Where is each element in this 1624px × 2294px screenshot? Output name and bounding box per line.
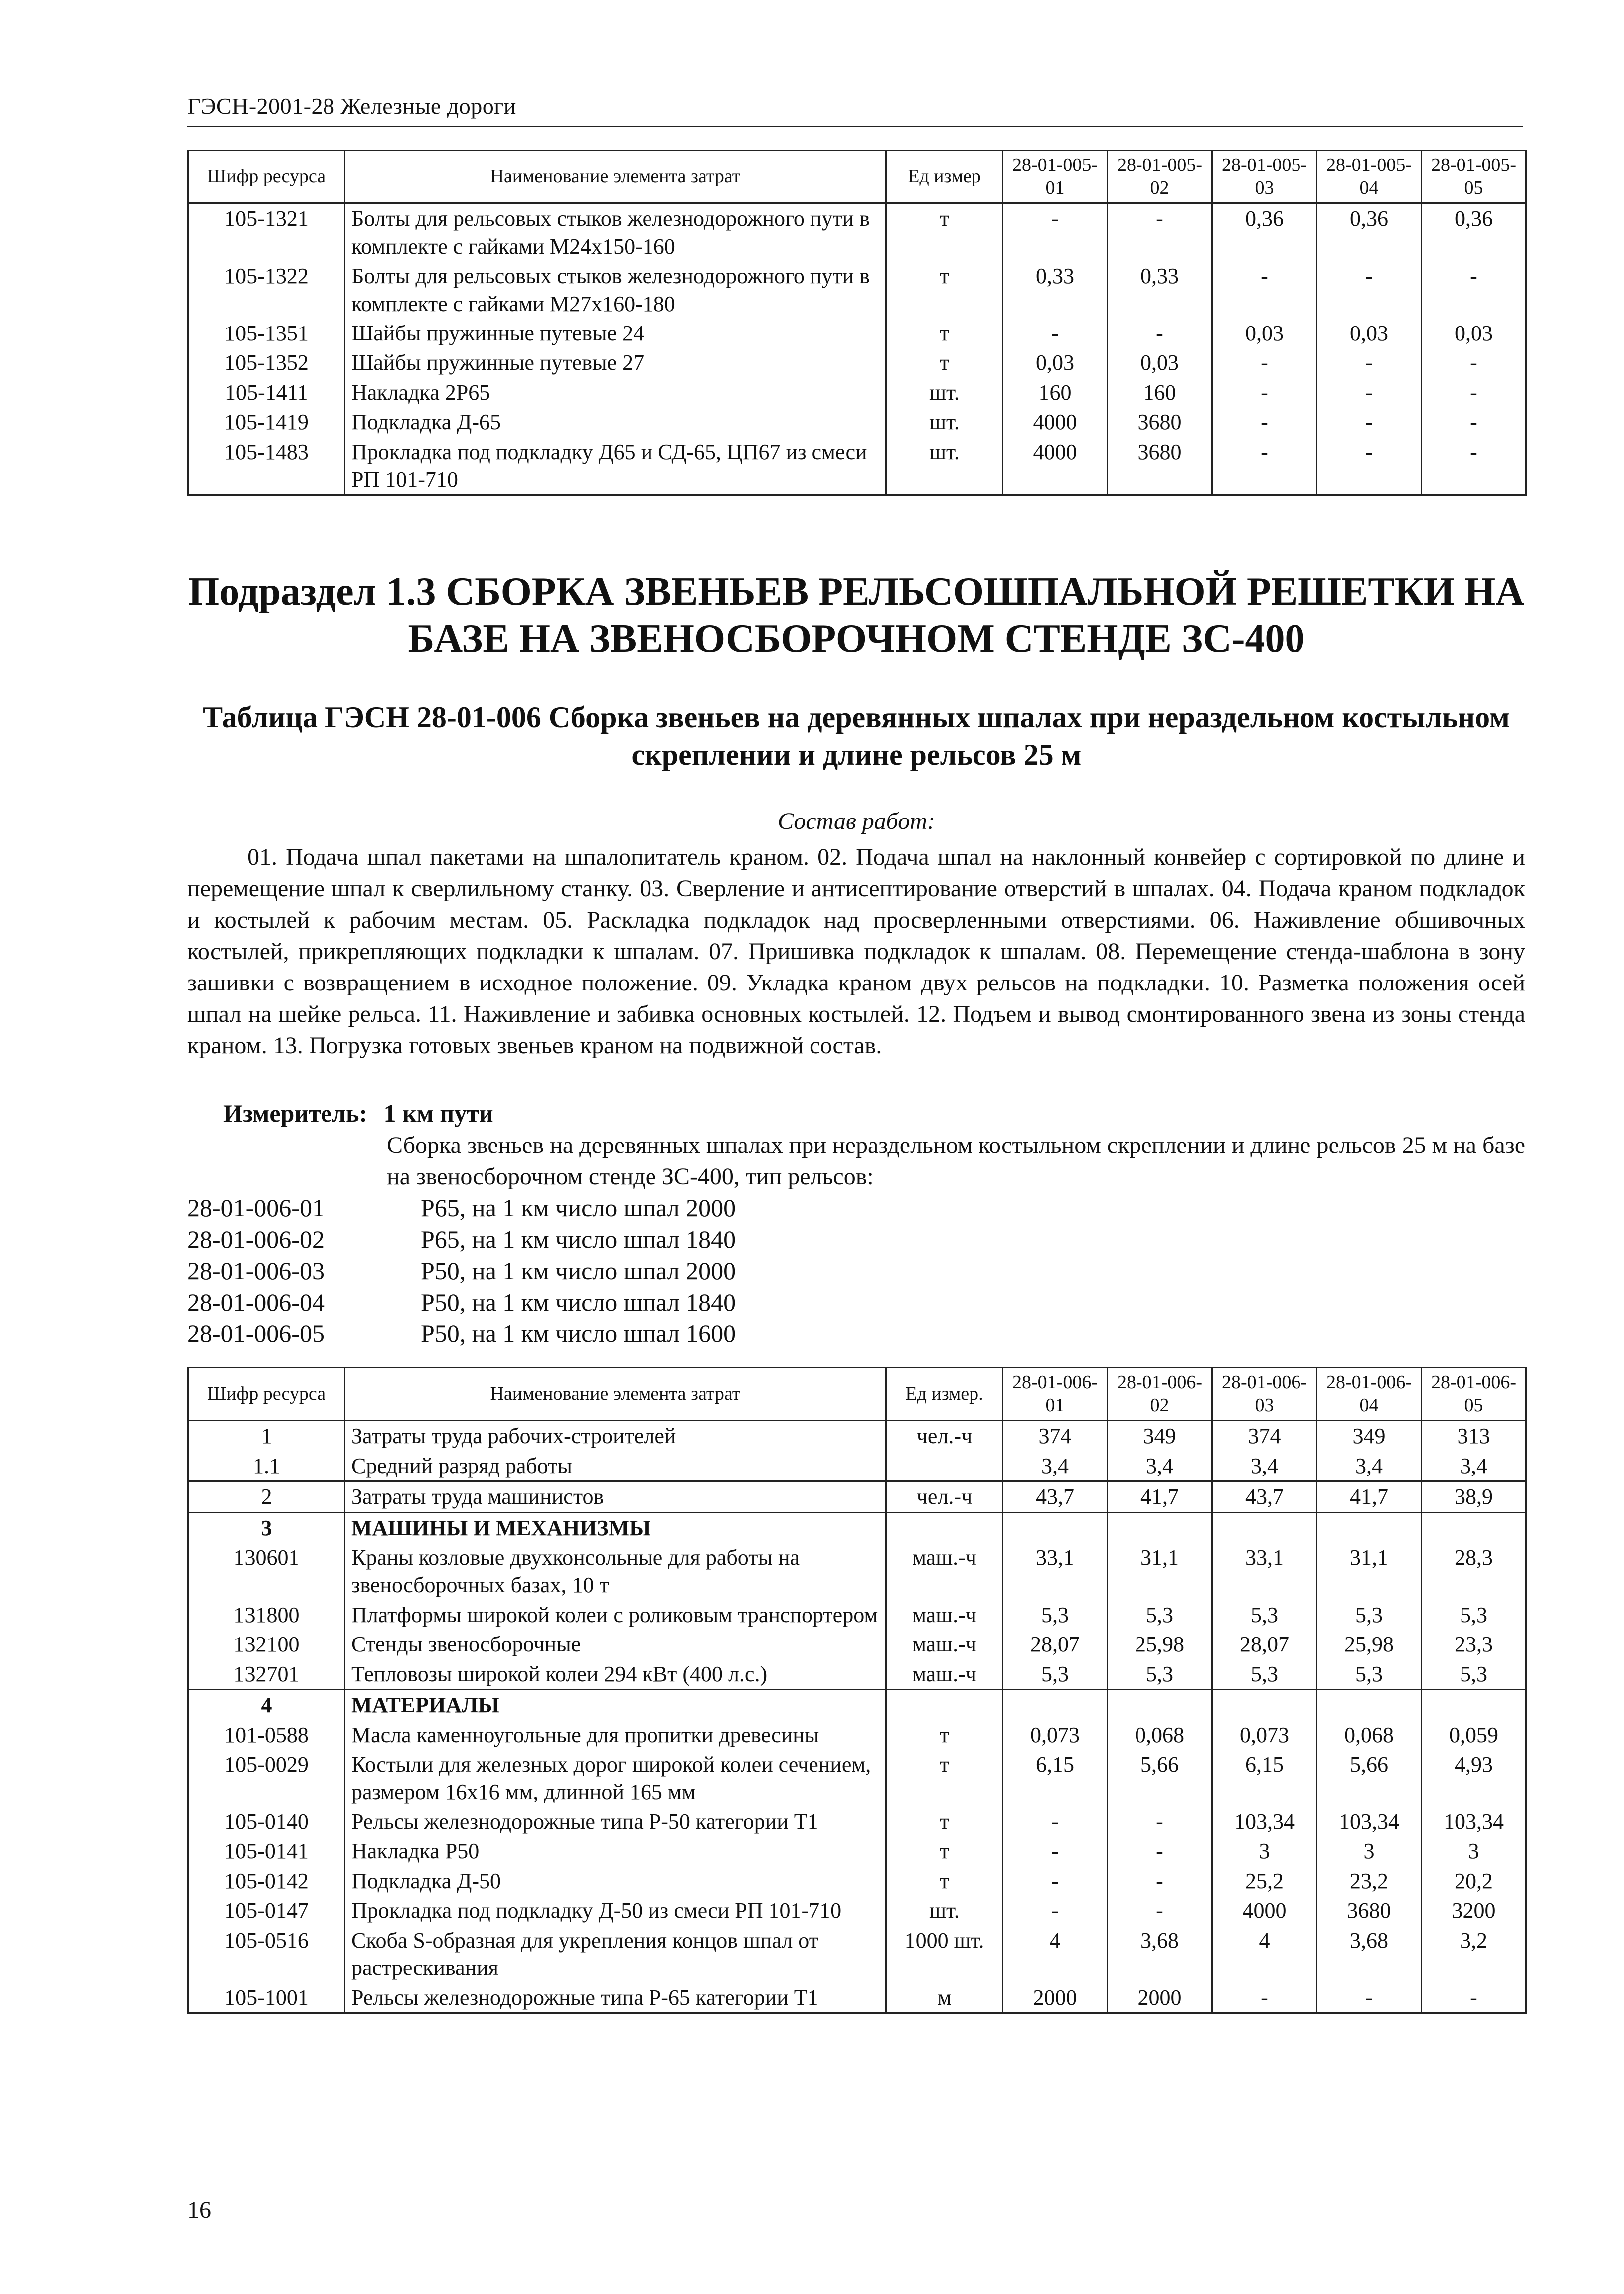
value-cell: 5,3 [1212,1600,1317,1630]
variant-code: 28-01-006-04 [187,1288,325,1316]
resource-table-005 [187,150,1527,496]
value-cell: - [1003,319,1108,348]
value-cell: 25,98 [1108,1630,1212,1659]
value-cell [1003,1512,1108,1543]
value-cell: - [1422,348,1526,377]
value-cell: - [1317,348,1422,377]
resource-code-cell: 105-1352 [188,348,345,377]
value-cell: 160 [1003,378,1108,407]
element-name-cell: МАТЕРИАЛЫ [345,1690,886,1720]
value-cell: 23,3 [1422,1630,1526,1659]
table-row [188,1543,1526,1600]
value-cell: - [1003,1896,1108,1925]
value-cell [1422,1512,1526,1543]
column-header: 28-01-006-05 [1422,1368,1526,1421]
value-cell: 43,7 [1212,1481,1317,1512]
table-header-row [188,1368,1526,1421]
resource-table-006 [187,1367,1527,2014]
resource-code-cell: 3 [188,1512,345,1543]
value-cell: - [1212,261,1317,319]
value-cell: 5,66 [1108,1750,1212,1807]
value-cell: 0,36 [1422,203,1526,261]
value-cell: 0,03 [1003,348,1108,377]
value-cell: - [1212,1983,1317,2013]
value-cell: 3 [1212,1836,1317,1866]
table-row [188,319,1526,348]
table-row [188,407,1526,437]
element-name-cell: Платформы широкой колеи с роликовым транспортером [345,1600,886,1630]
variant-code: 28-01-006-01 [187,1194,325,1222]
value-cell: 4,93 [1422,1750,1526,1807]
value-cell: 5,3 [1422,1600,1526,1630]
variant-item [187,1255,736,1287]
table-row [188,1750,1526,1807]
value-cell: 41,7 [1317,1481,1422,1512]
element-name-cell: Накладка 2Р65 [345,378,886,407]
value-cell: 0,03 [1108,348,1212,377]
value-cell: 5,3 [1422,1659,1526,1690]
table-row [188,1451,1526,1481]
value-cell: 5,3 [1212,1659,1317,1690]
unit-cell: т [886,203,1003,261]
value-cell: 43,7 [1003,1481,1108,1512]
value-cell: 5,66 [1317,1750,1422,1807]
value-cell: 3680 [1317,1896,1422,1925]
variant-code: 28-01-006-03 [187,1257,325,1285]
resource-code-cell: 105-1483 [188,437,345,495]
running-header: ГЭСН-2001-28 Железные дороги [187,93,516,119]
value-cell: - [1317,261,1422,319]
value-cell: 0,33 [1108,261,1212,319]
value-cell: - [1317,1983,1422,2013]
value-cell: - [1317,437,1422,495]
element-name-cell: Болты для рельсовых стыков железнодорожного пути в комплекте с гайками М24х150-160 [345,203,886,261]
element-name-cell: Шайбы пружинные путевые 27 [345,348,886,377]
value-cell: 3680 [1108,407,1212,437]
value-cell: 0,068 [1108,1720,1212,1750]
element-name-cell: Средний разряд работы [345,1451,886,1481]
table-body [188,203,1526,495]
value-cell: 5,3 [1108,1600,1212,1630]
value-cell [1317,1512,1422,1543]
unit-cell [886,1512,1003,1543]
subsection-title: Подраздел 1.3 СБОРКА ЗВЕНЬЕВ РЕЛЬСОШПАЛЬНОЙ РЕШЕТКИ НА БАЗЕ НА ЗВЕНОСБОРОЧНОМ СТЕНДЕ ЗС-400 [188,570,1524,661]
works-heading: Состав работ: [778,808,935,834]
value-cell [1108,1690,1212,1720]
resource-code-cell: 4 [188,1690,345,1720]
table-header-row [188,151,1526,203]
resource-code-cell: 132701 [188,1659,345,1690]
value-cell: 0,03 [1317,319,1422,348]
value-cell: 5,3 [1108,1659,1212,1690]
resource-code-cell: 131800 [188,1600,345,1630]
value-cell: 103,34 [1212,1807,1317,1836]
table-body [188,1421,1526,2013]
value-cell: - [1003,1866,1108,1896]
element-name-cell: Накладка Р50 [345,1836,886,1866]
value-cell: - [1422,378,1526,407]
element-name-cell: Скоба S-образная для укрепления концов шпал от растрескивания [345,1926,886,1983]
value-cell: 349 [1108,1421,1212,1451]
resource-code-cell: 105-0029 [188,1750,345,1807]
value-cell: 3,68 [1317,1926,1422,1983]
table-row [188,1600,1526,1630]
value-cell: 374 [1212,1421,1317,1451]
variant-text: Р50, на 1 км число шпал 2000 [421,1257,736,1285]
element-name-cell: Прокладка под подкладку Д65 и СД-65, ЦП67 из смеси РП 101-710 [345,437,886,495]
unit-cell: м [886,1983,1003,2013]
table-row [188,1836,1526,1866]
value-cell: - [1108,1866,1212,1896]
value-cell: 3 [1317,1836,1422,1866]
value-cell: 313 [1422,1421,1526,1451]
variant-item [187,1224,736,1255]
value-cell: 33,1 [1212,1543,1317,1600]
value-cell: - [1422,437,1526,495]
element-name-cell: Рельсы железнодорожные типа Р-50 категории Т1 [345,1807,886,1836]
resource-code-cell: 130601 [188,1543,345,1600]
resource-code-cell: 105-1322 [188,261,345,319]
column-header: 28-01-005-04 [1317,151,1422,203]
value-cell: 31,1 [1108,1543,1212,1600]
value-cell: 0,33 [1003,261,1108,319]
value-cell: 3,4 [1212,1451,1317,1481]
unit-cell: т [886,261,1003,319]
value-cell: 3,68 [1108,1926,1212,1983]
unit-cell: 1000 шт. [886,1926,1003,1983]
variant-text: Р50, на 1 км число шпал 1600 [421,1319,736,1347]
element-name-cell: Подкладка Д-50 [345,1866,886,1896]
column-header: Наименование элемента затрат [345,1368,886,1421]
column-header: 28-01-006-02 [1108,1368,1212,1421]
element-name-cell: Стенды звеносборочные [345,1630,886,1659]
value-cell: 25,98 [1317,1630,1422,1659]
table-row [188,378,1526,407]
element-name-cell: Прокладка под подкладку Д-50 из смеси РП 101-710 [345,1896,886,1925]
unit-cell [886,1451,1003,1481]
value-cell: - [1003,203,1108,261]
resource-code-cell: 105-0142 [188,1866,345,1896]
value-cell: 103,34 [1422,1807,1526,1836]
value-cell: - [1003,1836,1108,1866]
measure-value: 1 км пути [383,1099,493,1127]
value-cell: - [1108,1807,1212,1836]
value-cell: 4000 [1212,1896,1317,1925]
column-header: 28-01-006-03 [1212,1368,1317,1421]
table-row [188,437,1526,495]
value-cell: 0,059 [1422,1720,1526,1750]
measure-label: Измеритель: [223,1099,368,1127]
element-name-cell: Краны козловые двухконсольные для работы на звеносборочных базах, 10 т [345,1543,886,1600]
page-number: 16 [187,2197,211,2223]
value-cell: 4000 [1003,407,1108,437]
value-cell: - [1212,407,1317,437]
column-header: Наименование элемента затрат [345,151,886,203]
value-cell: 28,3 [1422,1543,1526,1600]
table-row [188,261,1526,319]
table-row [188,1659,1526,1690]
unit-cell: маш.-ч [886,1600,1003,1630]
value-cell: 160 [1108,378,1212,407]
column-header: 28-01-005-05 [1422,151,1526,203]
value-cell: 20,2 [1422,1866,1526,1896]
value-cell: - [1422,407,1526,437]
resource-code-cell: 105-0516 [188,1926,345,1983]
variant-text: Р65, на 1 км число шпал 2000 [421,1194,736,1222]
resource-code-cell: 105-1321 [188,203,345,261]
variant-item [187,1318,736,1349]
value-cell: 28,07 [1212,1630,1317,1659]
table-row [188,1866,1526,1896]
variant-text: Р50, на 1 км число шпал 1840 [421,1288,736,1316]
value-cell: - [1422,261,1526,319]
value-cell: - [1317,407,1422,437]
value-cell: - [1212,348,1317,377]
column-header: Ед измер [886,151,1003,203]
unit-cell: чел.-ч [886,1481,1003,1512]
value-cell [1108,1512,1212,1543]
variant-item [187,1192,736,1224]
column-header: Ед измер. [886,1368,1003,1421]
value-cell: 38,9 [1422,1481,1526,1512]
table-row [188,1690,1526,1720]
unit-cell: шт. [886,1896,1003,1925]
element-name-cell: Костыли для железных дорог широкой колеи сечением, размером 16х16 мм, длинной 165 мм [345,1750,886,1807]
element-name-cell: Болты для рельсовых стыков железнодорожного пути в комплекте с гайками М27х160-180 [345,261,886,319]
unit-cell: шт. [886,407,1003,437]
value-cell [1422,1690,1526,1720]
variants-intro: Сборка звеньев на деревянных шпалах при нераздельном костыльном скреплении и длине рельсов 25 м на базе на звеносборочном стенде ЗС-400, тип рельсов: [387,1132,1525,1190]
resource-code-cell: 1.1 [188,1451,345,1481]
table-row [188,1720,1526,1750]
column-header: 28-01-006-04 [1317,1368,1422,1421]
unit-cell: т [886,319,1003,348]
value-cell: 5,3 [1003,1600,1108,1630]
value-cell: 23,2 [1317,1866,1422,1896]
column-header: Шифр ресурса [188,1368,345,1421]
value-cell: 0,03 [1212,319,1317,348]
resource-code-cell: 101-0588 [188,1720,345,1750]
variant-code: 28-01-006-05 [187,1319,325,1347]
unit-cell: т [886,1866,1003,1896]
value-cell: 2000 [1108,1983,1212,2013]
value-cell: 0,36 [1317,203,1422,261]
value-cell: - [1422,1983,1526,2013]
unit-cell [886,1690,1003,1720]
unit-cell: чел.-ч [886,1421,1003,1451]
table-row [188,1983,1526,2013]
column-header: 28-01-005-01 [1003,151,1108,203]
resource-code-cell: 105-0147 [188,1896,345,1925]
value-cell: 0,068 [1317,1720,1422,1750]
value-cell: - [1212,437,1317,495]
table-row [188,1421,1526,1451]
value-cell: 3,2 [1422,1926,1526,1983]
resource-code-cell: 132100 [188,1630,345,1659]
value-cell: 0,073 [1003,1720,1108,1750]
value-cell: 0,36 [1212,203,1317,261]
value-cell: 31,1 [1317,1543,1422,1600]
element-name-cell: Масла каменноугольные для пропитки древесины [345,1720,886,1750]
unit-cell: маш.-ч [886,1630,1003,1659]
table-row [188,1630,1526,1659]
resource-code-cell: 105-0140 [188,1807,345,1836]
resource-code-cell: 105-1419 [188,407,345,437]
element-name-cell: Затраты труда рабочих-строителей [345,1421,886,1451]
value-cell: 41,7 [1108,1481,1212,1512]
resource-code-cell: 105-0141 [188,1836,345,1866]
value-cell: - [1003,1807,1108,1836]
value-cell [1212,1690,1317,1720]
variant-code: 28-01-006-02 [187,1225,325,1253]
value-cell: 5,3 [1317,1600,1422,1630]
resource-code-cell: 105-1411 [188,378,345,407]
resource-code-cell: 105-1351 [188,319,345,348]
column-header: 28-01-005-03 [1212,151,1317,203]
value-cell: 3 [1422,1836,1526,1866]
value-cell: 5,3 [1317,1659,1422,1690]
measure-line [223,1099,493,1128]
header-rule [187,126,1523,127]
resource-code-cell: 105-1001 [188,1983,345,2013]
value-cell: 3680 [1108,437,1212,495]
unit-cell: т [886,1720,1003,1750]
value-cell: - [1108,203,1212,261]
value-cell: 33,1 [1003,1543,1108,1600]
unit-cell: маш.-ч [886,1659,1003,1690]
table-row [188,1926,1526,1983]
value-cell: - [1317,378,1422,407]
value-cell: 374 [1003,1421,1108,1451]
value-cell [1317,1690,1422,1720]
element-name-cell: Затраты труда машинистов [345,1481,886,1512]
value-cell: 3,4 [1003,1451,1108,1481]
value-cell: 6,15 [1212,1750,1317,1807]
element-name-cell: МАШИНЫ И МЕХАНИЗМЫ [345,1512,886,1543]
table-title: Таблица ГЭСН 28-01-006 Сборка звеньев на деревянных шпалах при нераздельном костыльном скреплении и длине рельсов 25 м [203,701,1510,771]
value-cell: - [1108,1896,1212,1925]
value-cell: 3,4 [1108,1451,1212,1481]
value-cell: - [1212,378,1317,407]
column-header: Шифр ресурса [188,151,345,203]
unit-cell: т [886,1807,1003,1836]
table-row [188,348,1526,377]
value-cell: 3,4 [1317,1451,1422,1481]
value-cell: - [1108,319,1212,348]
value-cell: 5,3 [1003,1659,1108,1690]
column-header: 28-01-005-02 [1108,151,1212,203]
value-cell: - [1108,1836,1212,1866]
value-cell: 103,34 [1317,1807,1422,1836]
variant-list [187,1192,736,1349]
works-description: 01. Подача шпал пакетами на шпалопитатель краном. 02. Подача шпал на наклонный конвейер с сортировкой по длине и перемещение шпал к сверлильному станку. 03. Сверление и антисептирование отверстий в шпалах. 04. Подача краном подкладок и костылей к рабочим местам. 05. Раскладка подкладок над просверленными отверстиями. 06. Наживление обшивочных костылей, прикрепляющих подкладки к шпалам. 07. Пришивка подкладок к шпалам. 08. Перемещение стенда-шаблона в зону зашивки с возвращением в исходное положение. 09. Укладка краном двух рельсов на подкладки. 10. Разметка положения осей шпал на шейке рельса. 11. Наживление и забивка основных костылей. 12. Подъем и вывод смонтированного звена из зоны стенда краном. 13. Погрузка готовых звеньев краном на подвижной состав. [187,844,1525,1059]
value-cell [1003,1690,1108,1720]
column-header: 28-01-006-01 [1003,1368,1108,1421]
value-cell: 0,03 [1422,319,1526,348]
value-cell: 4 [1212,1926,1317,1983]
resource-code-cell: 2 [188,1481,345,1512]
value-cell: 4 [1003,1926,1108,1983]
unit-cell: т [886,1836,1003,1866]
variant-item [187,1287,736,1318]
value-cell: 6,15 [1003,1750,1108,1807]
unit-cell: т [886,348,1003,377]
variant-text: Р65, на 1 км число шпал 1840 [421,1225,736,1253]
unit-cell: т [886,1750,1003,1807]
value-cell: 28,07 [1003,1630,1108,1659]
table-row [188,1896,1526,1925]
element-name-cell: Рельсы железнодорожные типа Р-65 категории Т1 [345,1983,886,2013]
value-cell: 4000 [1003,437,1108,495]
resource-code-cell: 1 [188,1421,345,1451]
value-cell: 0,073 [1212,1720,1317,1750]
table-row [188,203,1526,261]
table-row [188,1807,1526,1836]
element-name-cell: Шайбы пружинные путевые 24 [345,319,886,348]
table-row [188,1512,1526,1543]
value-cell: 3,4 [1422,1451,1526,1481]
value-cell: 25,2 [1212,1866,1317,1896]
unit-cell: шт. [886,437,1003,495]
value-cell [1212,1512,1317,1543]
table-row [188,1481,1526,1512]
value-cell: 349 [1317,1421,1422,1451]
unit-cell: маш.-ч [886,1543,1003,1600]
unit-cell: шт. [886,378,1003,407]
value-cell: 3200 [1422,1896,1526,1925]
element-name-cell: Подкладка Д-65 [345,407,886,437]
element-name-cell: Тепловозы широкой колеи 294 кВт (400 л.с.) [345,1659,886,1690]
value-cell: 2000 [1003,1983,1108,2013]
